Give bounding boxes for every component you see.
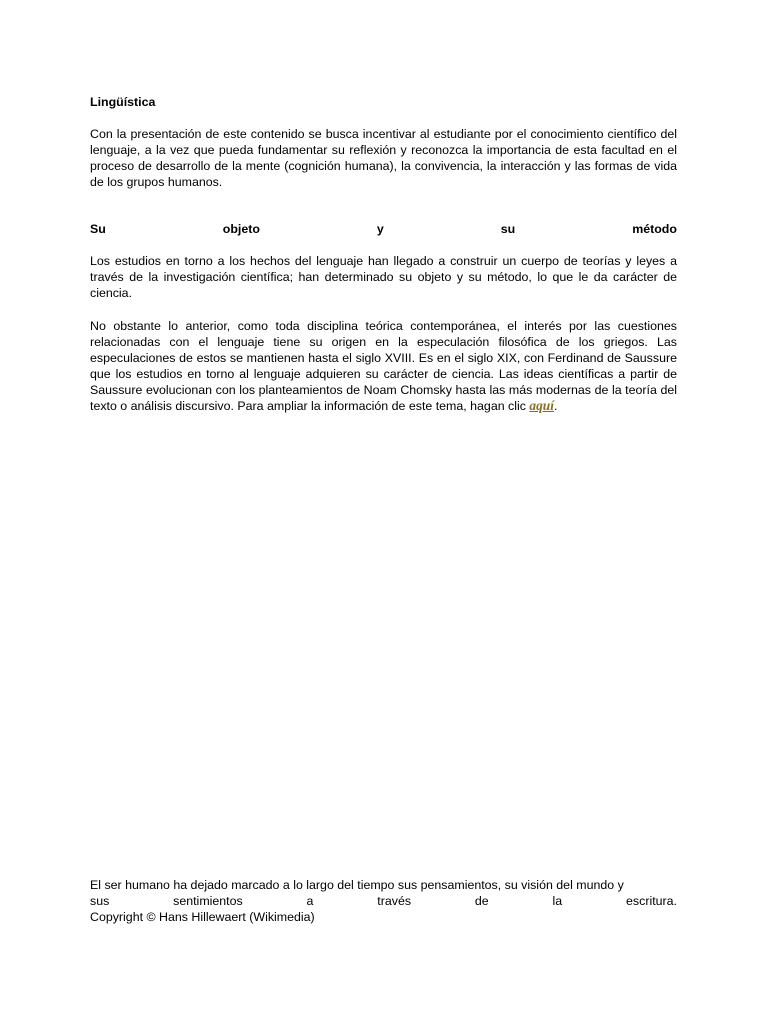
image-caption bbox=[90, 877, 677, 925]
heading-word: Su bbox=[90, 222, 106, 236]
caption-word: sus bbox=[90, 894, 110, 908]
body-paragraph-2-text: No obstante lo anterior, como toda disciplina teórica contemporánea, el interés por las cuestiones relacionadas con el lenguaje tiene su origen en la especulación filosófica de los griegos. Las especulaciones de estos se mantienen hasta el siglo XVIII. Es en el siglo XIX, con Ferdinand de Saussure que los estudios en torno al lenguaje adquieren su carácter de ciencia. Las ideas científicas a partir de Saussure evolucionan con los planteamientos de Noam Chomsky hasta las más modernas de la teoría del texto o análisis discursivo. Para ampliar la información de este tema, hagan clic bbox=[90, 319, 677, 413]
caption-word: sentimientos bbox=[173, 894, 243, 908]
body-paragraph-2 bbox=[90, 318, 677, 414]
heading-word: su bbox=[500, 222, 516, 236]
section-heading bbox=[90, 221, 677, 237]
caption-line-2 bbox=[90, 893, 677, 909]
document-title: Lingüística bbox=[90, 95, 156, 109]
intro-paragraph: Con la presentación de este contenido se busca incentivar al estudiante por el conocimiento científico del lenguaje, a la vez que pueda fundamentar su reflexión y reconozca la importancia de esta facultad en el proceso de desarrollo de la mente (cognición humana), la convivencia, la interacción y las formas de vida de los grupos humanos. bbox=[90, 127, 677, 189]
caption-word: través bbox=[377, 894, 412, 908]
heading-word: y bbox=[376, 222, 384, 236]
caption-word: a bbox=[306, 894, 314, 908]
copyright-line: Copyright © Hans Hillewaert (Wikimedia) bbox=[90, 910, 315, 924]
link-trailing-period: . bbox=[553, 399, 558, 413]
body-paragraph-1: Los estudios en torno a los hechos del lenguaje han llegado a construir un cuerpo de teorías y leyes a través de la investigación científica; han determinado su objeto y su método, lo que le da carácter de ciencia. bbox=[90, 254, 677, 300]
caption-word: de bbox=[474, 894, 489, 908]
heading-word: objeto bbox=[222, 222, 260, 236]
caption-line-1: El ser humano ha dejado marcado a lo largo del tiempo sus pensamientos, su visión del mundo y bbox=[90, 878, 624, 892]
caption-word: la bbox=[552, 894, 563, 908]
aqui-link[interactable]: aquí bbox=[529, 398, 554, 413]
caption-word: escritura. bbox=[626, 894, 677, 908]
heading-word: método bbox=[632, 222, 677, 236]
